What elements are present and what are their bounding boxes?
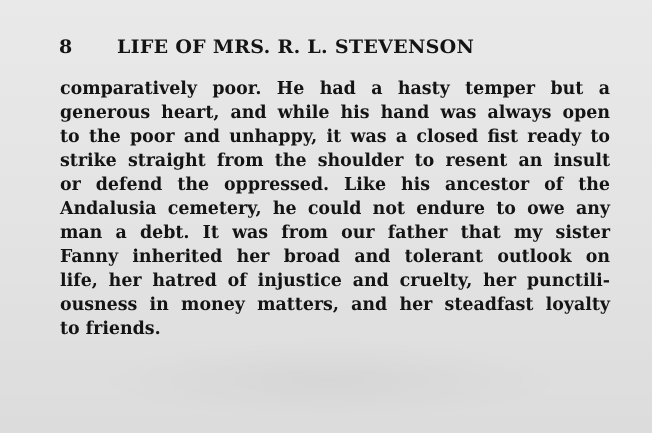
text-line: or defend the oppressed. Like his ancestor of the — [60, 175, 610, 195]
text-line: life, her hatred of injustice and cruelty, her punctili- — [60, 271, 610, 291]
body-paragraph — [60, 77, 610, 341]
page-header — [59, 34, 549, 60]
page-number: 8 — [59, 36, 73, 58]
running-head: LIFE OF MRS. R. L. STEVENSON — [117, 36, 475, 58]
text-line: Andalusia cemetery, he could not endure to owe any — [60, 199, 610, 219]
text-line: comparatively poor. He had a hasty temper but a — [60, 79, 610, 99]
text-line: strike straight from the shoulder to resent an insult — [60, 151, 610, 171]
text-line: ousness in money matters, and her steadfast loyalty — [60, 295, 610, 315]
text-line: Fanny inherited her broad and tolerant outlook on — [60, 247, 610, 267]
text-line: man a debt. It was from our father that my sister — [60, 223, 610, 243]
show-through-shading — [90, 340, 570, 420]
text-line: to the poor and unhappy, it was a closed fist ready to — [60, 127, 610, 147]
text-line: to friends. — [60, 319, 161, 339]
text-line: generous heart, and while his hand was always open — [60, 103, 610, 123]
